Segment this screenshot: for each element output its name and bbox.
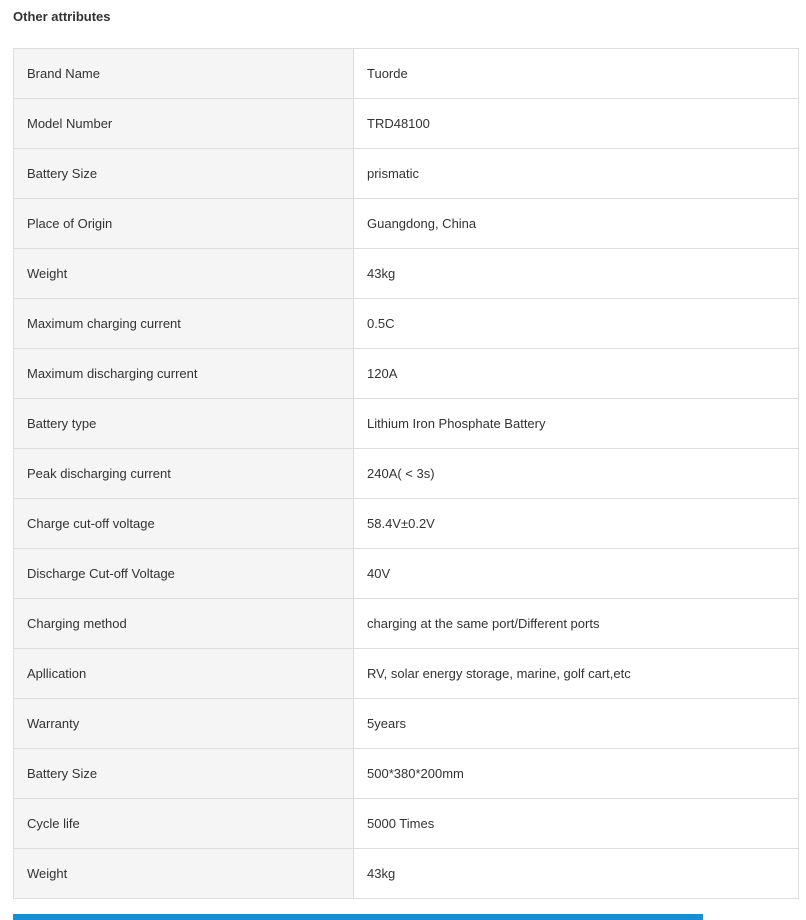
attribute-name: Battery Size: [14, 749, 354, 799]
attribute-value: 40V: [354, 549, 799, 599]
table-row: [14, 399, 799, 449]
table-row: [14, 849, 799, 899]
attribute-name: Weight: [14, 249, 354, 299]
attribute-value: TRD48100: [354, 99, 799, 149]
scroll-progress-bar: [13, 914, 703, 920]
table-row: [14, 599, 799, 649]
section-title: Other attributes: [13, 9, 111, 24]
attribute-name: Maximum charging current: [14, 299, 354, 349]
attribute-name: Weight: [14, 849, 354, 899]
attribute-name: Warranty: [14, 699, 354, 749]
attribute-name: Discharge Cut-off Voltage: [14, 549, 354, 599]
table-row: [14, 299, 799, 349]
attribute-name: Maximum discharging current: [14, 349, 354, 399]
attribute-value: Tuorde: [354, 49, 799, 99]
attribute-name: Brand Name: [14, 49, 354, 99]
attribute-name: Cycle life: [14, 799, 354, 849]
table-row: [14, 699, 799, 749]
attributes-table-body: [14, 49, 799, 899]
attribute-value: 0.5C: [354, 299, 799, 349]
attribute-name: Charging method: [14, 599, 354, 649]
table-row: [14, 249, 799, 299]
attribute-name: Battery type: [14, 399, 354, 449]
attribute-name: Battery Size: [14, 149, 354, 199]
table-row: [14, 149, 799, 199]
attribute-name: Apllication: [14, 649, 354, 699]
attribute-value: 500*380*200mm: [354, 749, 799, 799]
table-row: [14, 649, 799, 699]
table-row: [14, 449, 799, 499]
attribute-value: 240A( < 3s): [354, 449, 799, 499]
attribute-name: Place of Origin: [14, 199, 354, 249]
attribute-value: charging at the same port/Different ports: [354, 599, 799, 649]
attribute-value: 43kg: [354, 849, 799, 899]
attribute-value: 58.4V±0.2V: [354, 499, 799, 549]
table-row: [14, 749, 799, 799]
table-row: [14, 199, 799, 249]
attribute-name: Peak discharging current: [14, 449, 354, 499]
attribute-value: 43kg: [354, 249, 799, 299]
attribute-value: RV, solar energy storage, marine, golf cart,etc: [354, 649, 799, 699]
table-row: [14, 49, 799, 99]
table-row: [14, 499, 799, 549]
attribute-name: Model Number: [14, 99, 354, 149]
table-row: [14, 549, 799, 599]
attribute-name: Charge cut-off voltage: [14, 499, 354, 549]
attributes-table: [13, 48, 799, 899]
attribute-value: prismatic: [354, 149, 799, 199]
table-row: [14, 799, 799, 849]
attribute-value: Lithium Iron Phosphate Battery: [354, 399, 799, 449]
table-row: [14, 99, 799, 149]
table-row: [14, 349, 799, 399]
attribute-value: 5years: [354, 699, 799, 749]
attribute-value: 120A: [354, 349, 799, 399]
attribute-value: Guangdong, China: [354, 199, 799, 249]
attribute-value: 5000 Times: [354, 799, 799, 849]
